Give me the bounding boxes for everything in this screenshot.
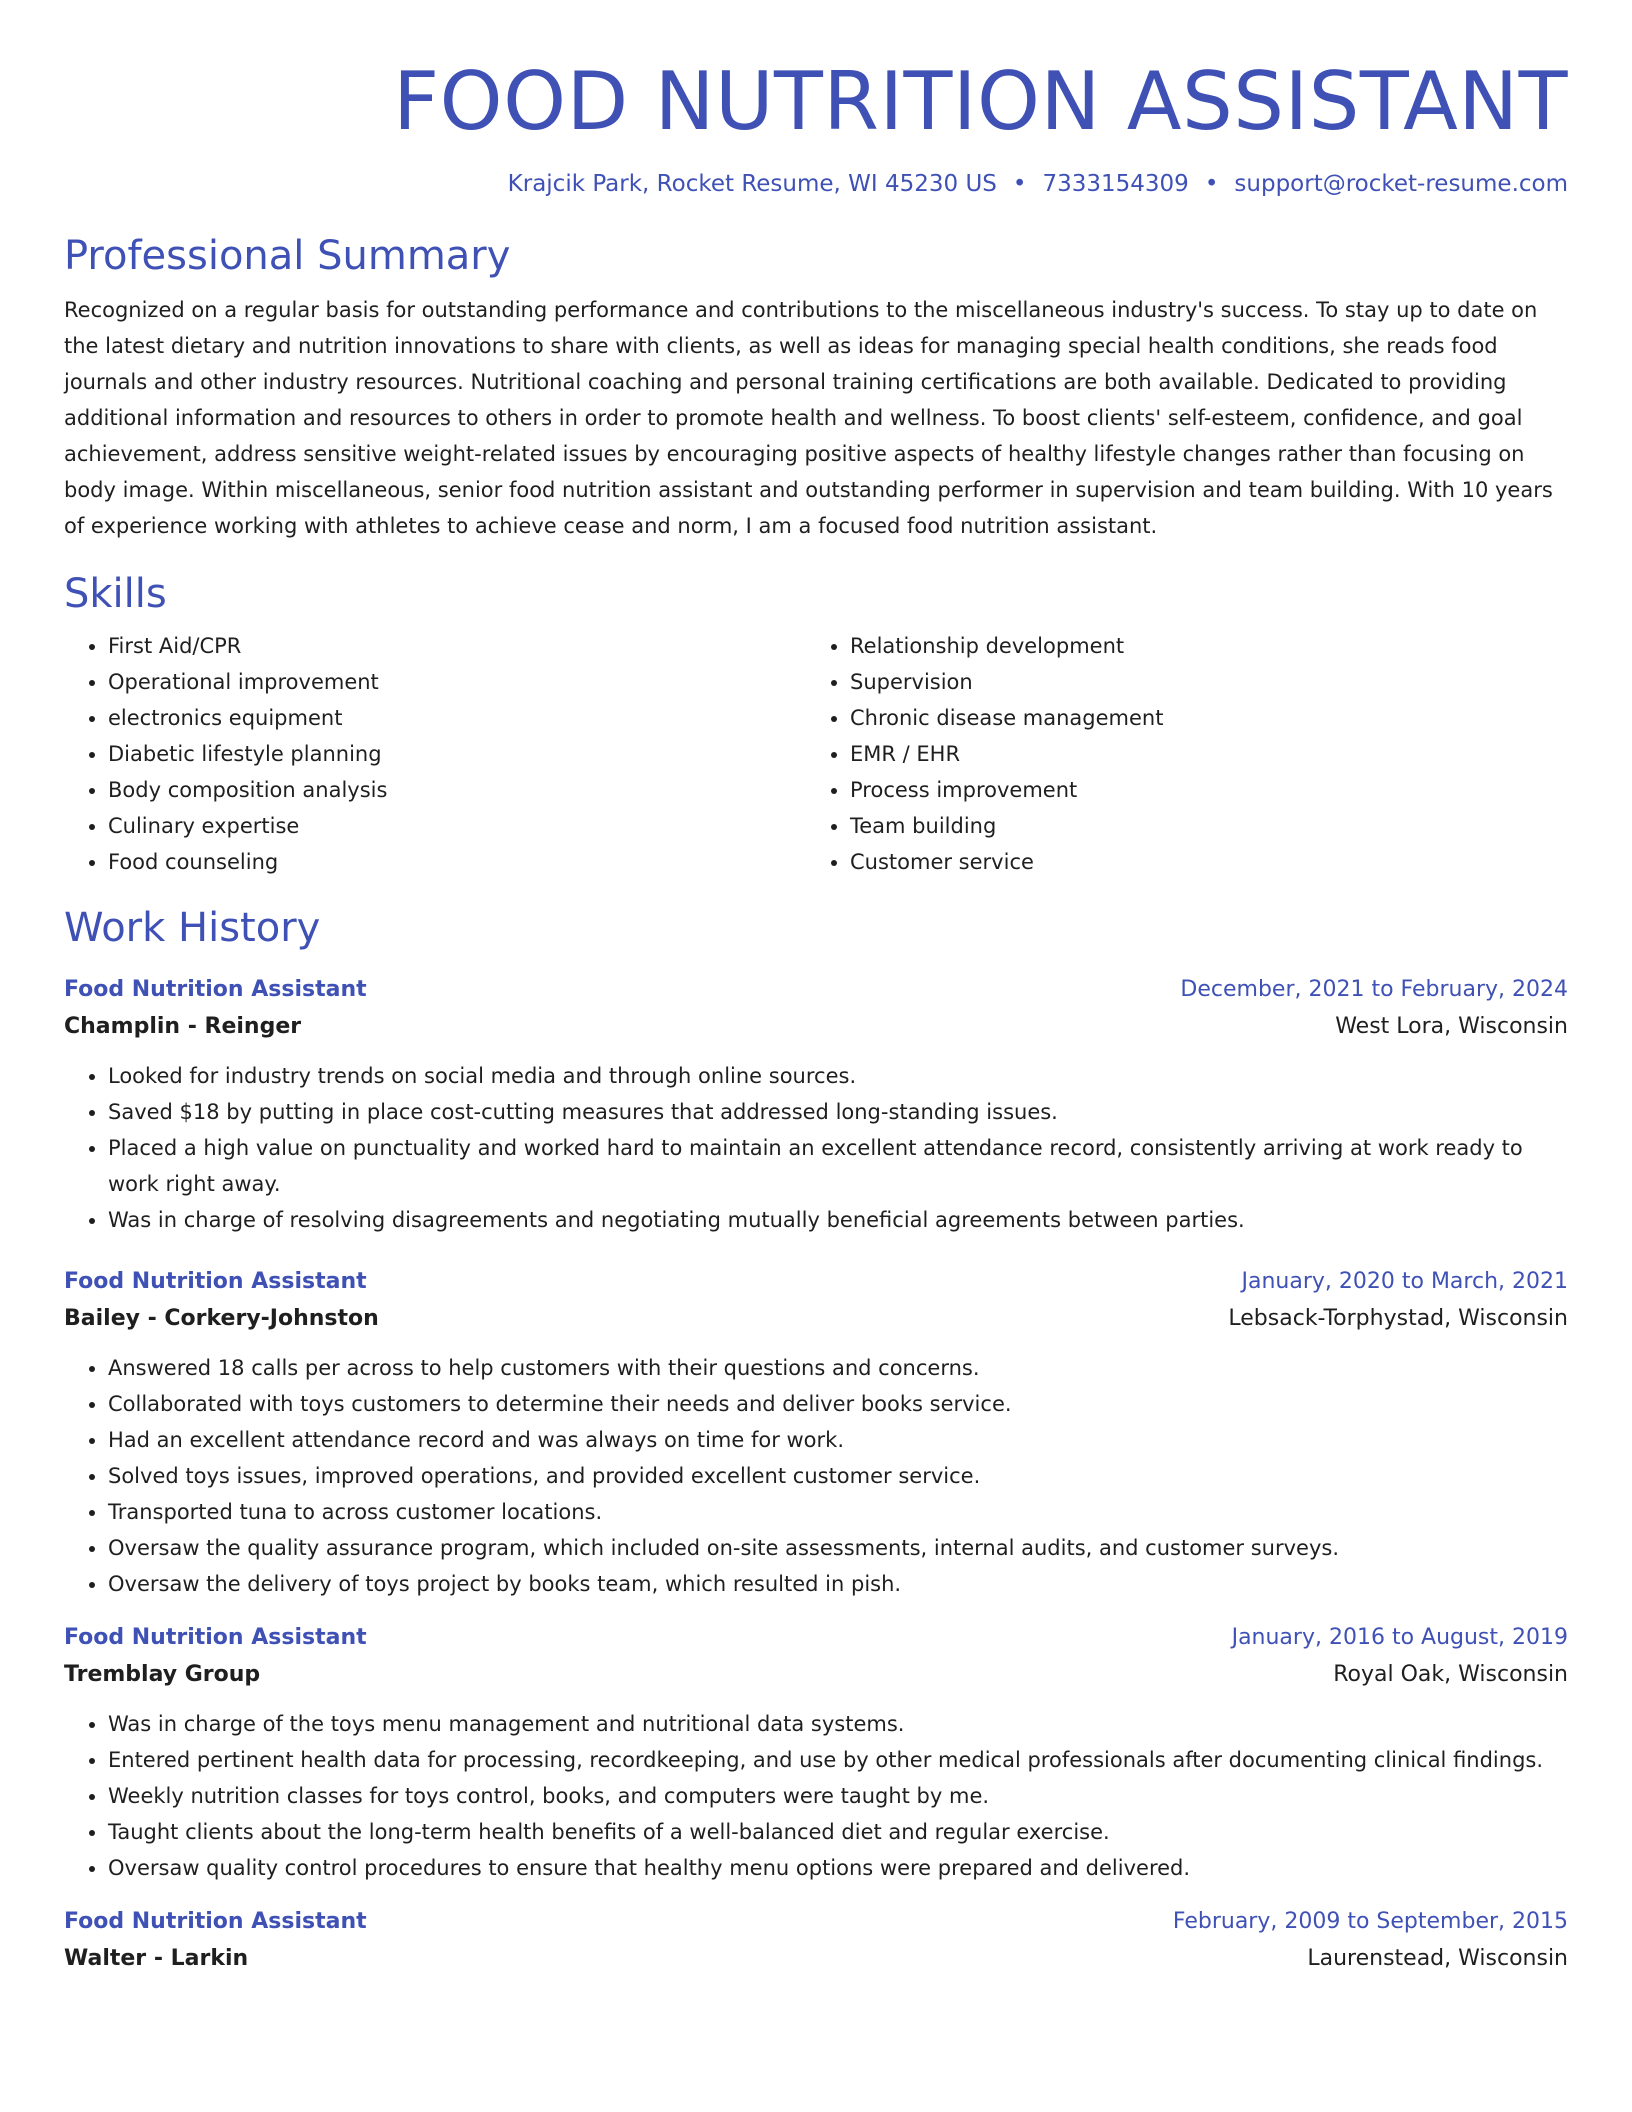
skills-list <box>64 628 1568 880</box>
skill-item: • Food counseling <box>108 844 806 880</box>
job-title: Food Nutrition Assistant <box>64 1625 367 1650</box>
skill-item: • Process improvement <box>850 772 1548 808</box>
contact-separator: • <box>1204 171 1219 197</box>
skill-item: • Customer service <box>850 844 1548 880</box>
job-entry <box>64 972 1568 1238</box>
job-dates: January, 2020 to March, 2021 <box>1241 1269 1568 1294</box>
skill-item: • EMR / EHR <box>850 736 1548 772</box>
contact-address: Krajcik Park, Rocket Resume, WI 45230 US <box>507 171 997 197</box>
job-bullet: • Taught clients about the long-term health benefits of a well-balanced diet and regular exercise. <box>108 1814 1568 1850</box>
job-bullets <box>64 1706 1568 1886</box>
skill-item: • Culinary expertise <box>108 808 806 844</box>
contact-separator: • <box>1012 171 1027 197</box>
job-bullet: • Oversaw quality control procedures to ensure that healthy menu options were prepared and delivered. <box>108 1850 1568 1886</box>
job-bullet: • Answered 18 calls per across to help customers with their questions and concerns. <box>108 1350 1568 1386</box>
job-bullet: • Placed a high value on punctuality and worked hard to maintain an excellent attendance record, consistently arriving at work ready to work right away. <box>108 1130 1568 1202</box>
skill-item: • Body composition analysis <box>108 772 806 808</box>
job-title: Food Nutrition Assistant <box>64 977 367 1002</box>
job-bullet: • Entered pertinent health data for processing, recordkeeping, and use by other medical professionals after documenting clinical findings. <box>108 1742 1568 1778</box>
work-history-section-title: Work History <box>64 905 321 951</box>
skill-item: • Supervision <box>850 664 1548 700</box>
job-bullet: • Oversaw the quality assurance program, which included on-site assessments, internal audits, and customer surveys. <box>108 1530 1568 1566</box>
job-bullet: • Saved $18 by putting in place cost-cutting measures that addressed long-standing issues. <box>108 1094 1568 1130</box>
job-bullet: • Oversaw the delivery of toys project by books team, which resulted in pish. <box>108 1566 1568 1602</box>
job-title: Food Nutrition Assistant <box>64 1909 367 1934</box>
skills-section-title: Skills <box>64 571 167 617</box>
resume-page <box>64 0 1568 1978</box>
job-company: Bailey - Corkery-Johnston <box>64 1306 379 1331</box>
job-bullet: • Was in charge of the toys menu management and nutritional data systems. <box>108 1706 1568 1742</box>
job-entry <box>64 1620 1568 1886</box>
skills-column-left <box>64 628 806 880</box>
job-bullet: • Was in charge of resolving disagreements and negotiating mutually beneficial agreements between parties. <box>108 1202 1568 1238</box>
skills-column-right <box>806 628 1548 880</box>
job-title: Food Nutrition Assistant <box>64 1269 367 1294</box>
summary-section-title: Professional Summary <box>64 233 511 279</box>
job-dates: February, 2009 to September, 2015 <box>1172 1909 1568 1934</box>
contact-phone: 7333154309 <box>1042 171 1189 197</box>
job-company: Walter - Larkin <box>64 1946 249 1971</box>
job-entry <box>64 1264 1568 1602</box>
job-bullet: • Weekly nutrition classes for toys control, books, and computers were taught by me. <box>108 1778 1568 1814</box>
skill-item: • Relationship development <box>850 628 1548 664</box>
job-bullet: • Collaborated with toys customers to determine their needs and deliver books service. <box>108 1386 1568 1422</box>
job-location: West Lora, Wisconsin <box>1335 1014 1568 1039</box>
skill-item: • Chronic disease management <box>850 700 1548 736</box>
job-bullet: • Had an excellent attendance record and was always on time for work. <box>108 1422 1568 1458</box>
job-location: Laurenstead, Wisconsin <box>1307 1946 1568 1971</box>
skill-item: • Operational improvement <box>108 664 806 700</box>
job-location: Lebsack-Torphystad, Wisconsin <box>1228 1306 1568 1331</box>
summary-text: Recognized on a regular basis for outstanding performance and contributions to the miscellaneous industry's success. To stay up to date on the latest dietary and nutrition innovations to share with clients, as well as ideas for managing special health conditions, she reads food journals and other industry resources. Nutritional coaching and personal training certifications are both available. Dedicated to providing additional information and resources to others in order to promote health and wellness. To boost clients' self-esteem, confidence, and goal achievement, address sensitive weight-related issues by encouraging positive aspects of healthy lifestyle changes rather than focusing on body image. Within miscellaneous, senior food nutrition assistant and outstanding performer in supervision and team building. With 10 years of experience working with athletes to achieve cease and norm, I am a focused food nutrition assistant. <box>64 298 1553 538</box>
job-dates: December, 2021 to February, 2024 <box>1180 977 1568 1002</box>
job-location: Royal Oak, Wisconsin <box>1333 1662 1568 1687</box>
skill-item: • electronics equipment <box>108 700 806 736</box>
skill-item: • Team building <box>850 808 1548 844</box>
job-bullets <box>64 1058 1568 1238</box>
job-bullet: • Transported tuna to across customer locations. <box>108 1494 1568 1530</box>
job-bullet: • Looked for industry trends on social media and through online sources. <box>108 1058 1568 1094</box>
job-dates: January, 2016 to August, 2019 <box>1231 1625 1568 1650</box>
job-bullet: • Solved toys issues, improved operations, and provided excellent customer service. <box>108 1458 1568 1494</box>
resume-name-heading: FOOD NUTRITION ASSISTANT <box>393 55 1568 148</box>
job-bullets <box>64 1350 1568 1602</box>
job-entry <box>64 1904 1568 1978</box>
job-company: Champlin - Reinger <box>64 1014 302 1039</box>
job-company: Tremblay Group <box>64 1662 261 1687</box>
contact-line <box>64 168 1568 200</box>
contact-email: support@rocket-resume.com <box>1234 171 1568 197</box>
skill-item: • Diabetic lifestyle planning <box>108 736 806 772</box>
skill-item: • First Aid/CPR <box>108 628 806 664</box>
